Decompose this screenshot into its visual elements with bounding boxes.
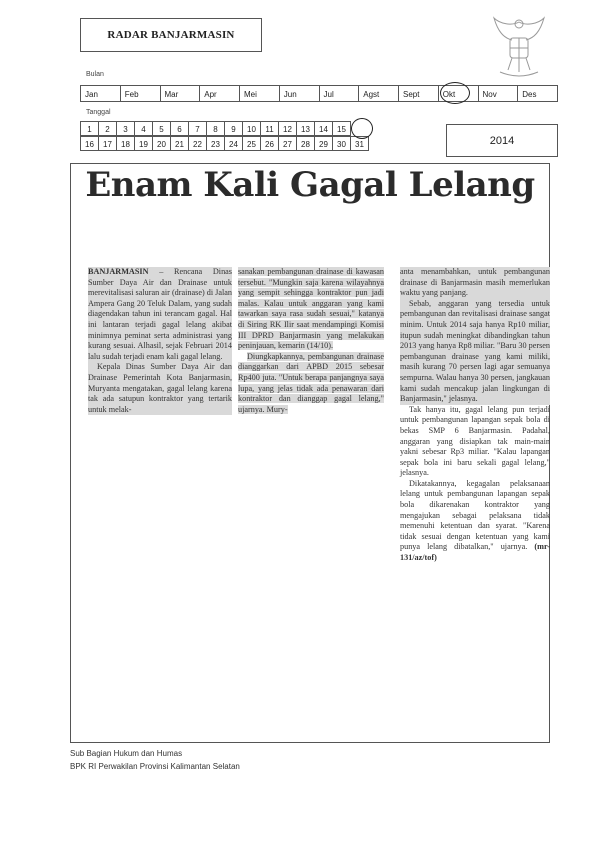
date-cell: 25 (242, 136, 261, 151)
paragraph: Sebab, anggaran yang tersedia untuk pembangunan dan revitalisasi drainase sangat minim. Untuk 2014 saja hanya Rp10 miliar, itupun sudah meningkat dibandingkan tahun 2013 yang hanya Rp8 miliar. "Baru 30 persen pembangunan drainase yang kami miliki, masih kurang 70 persen lagi agar semuanya sempurna. Walau hanya 30 persen, jangkauan kami sudah mencakup jalan lingkungan di Banjarmasin," jelasnya. (400, 298, 550, 404)
month-cell: Sept (399, 86, 439, 101)
date-cell: 10 (242, 121, 261, 136)
paragraph: sanakan pembangunan drainase di kawasan tersebut. "Mungkin saja karena wilayahnya yang sempit sehingga kontraktor pun jadi malas. Kalau untuk anggaran yang kami tawarkan saya rasa sudah sesuai," katanya di Siring RK Ilir saat mendampingi Komisi III DPRD Banjarmasin yang melakukan peninjauan, kemarin (14/10). (238, 267, 384, 351)
month-cell: Des (522, 90, 537, 99)
month-cell: Nov (479, 86, 519, 101)
month-cell: Agst (359, 86, 399, 101)
headline: Enam Kali Gagal Lelang (85, 165, 535, 205)
date-cell: 18 (116, 136, 135, 151)
paragraph: Tak hanya itu, gagal lelang pun terjadi untuk pembangunan lapangan sepak bola di bekas SMP 6 Banjarmasin. Padahal, anggaran yang disiapkan tak main-main yakni sebesar Rp3 miliar. "Kalau lapangan sepak bola ini baru sekali gagal lelang," jelasnya. (400, 404, 550, 478)
month-cell: Feb (121, 86, 161, 101)
month-cell: Mar (161, 86, 201, 101)
year-value: 2014 (489, 134, 515, 147)
article-column-3 (400, 267, 550, 564)
date-cell: 11 (260, 121, 279, 136)
footer-department: Sub Bagian Hukum dan Humas (70, 749, 183, 758)
paragraph: Dikatakannya, kegagalan pelaksanaan lelang untuk pembangunan lapangan sepak bola dikarenakan kontraktor yang mengajukan sebagai pelaksana tidak memenuhi ketentuan dan syarat. "Karena tidak sesuai dengan ketentuan yang kami punya lelang dibatalkan," ujarnya. (mr-131/az/tof) (400, 478, 551, 563)
date-cell: 29 (314, 136, 333, 151)
month-label: Bulan (86, 71, 104, 78)
month-cell: Okt (439, 86, 479, 101)
date-cell: 16 (80, 136, 99, 151)
date-cell: 15 (332, 121, 351, 136)
date-cell: 24 (224, 136, 243, 151)
month-cell: Jan (81, 86, 121, 101)
date-cell: 7 (188, 121, 207, 136)
date-cell: 9 (224, 121, 243, 136)
date-cell: 21 (170, 136, 189, 151)
date-cell: 6 (170, 121, 189, 136)
date-cell: 20 (152, 136, 171, 151)
byline: (mr-131/az/tof) (400, 542, 551, 563)
month-mark-circle (440, 82, 470, 104)
date-cell: 3 (116, 121, 135, 136)
date-row-1 (80, 121, 350, 136)
date-cell: 14 (314, 121, 333, 136)
date-row-2 (80, 136, 368, 151)
article-column-2 (238, 267, 384, 415)
dateline: BANJARMASIN (88, 267, 149, 276)
date-cell: 22 (188, 136, 207, 151)
article-column-1 (88, 267, 232, 415)
source-name: RADAR BANJARMASIN (107, 29, 235, 41)
date-cell: 19 (134, 136, 153, 151)
month-row (80, 85, 558, 102)
paragraph: BANJARMASIN – Rencana Dinas Sumber Daya Air dan Drainase untuk merevitalisasi saluran air (drainase) di Jalan Ampera Gang 20 Teluk Dalam, yang sudah diagendakan tahun ini terancam gagal. Hal ini lantaran terjadi gagal lelang akibat minimnya peminat serta administrasi yang kurang sesuai. Alhasil, sejak Februari 2014 lalu sudah terjadi enam kali gagal lelang. (88, 267, 232, 361)
source-box (80, 18, 262, 52)
date-cell: 5 (152, 121, 171, 136)
date-cell: 2 (98, 121, 117, 136)
date-cell: 12 (278, 121, 297, 136)
date-cell: 26 (260, 136, 279, 151)
paragraph: anta menambahkan, untuk pembangunan drainase di Banjarmasin masih memerlukan waktu yang panjang. (400, 267, 550, 298)
paragraph: Kepala Dinas Sumber Daya Air dan Drainase Pemerintah Kota Banjarmasin, Muryanta mengatakan, gagal lelang karena tak ada satupun kontraktor yang tertarik untuk melak- (88, 362, 232, 414)
date-cell: 30 (332, 136, 351, 151)
year-box (446, 124, 558, 157)
month-cell: Jun (280, 86, 320, 101)
month-cell: Mei (240, 86, 280, 101)
date-label: Tanggal (86, 109, 111, 116)
garuda-emblem-icon (490, 12, 548, 82)
date-cell: 28 (296, 136, 315, 151)
date-cell: 31 (350, 136, 369, 151)
date-cell: 8 (206, 121, 225, 136)
date-cell: 23 (206, 136, 225, 151)
date-cell: 13 (296, 121, 315, 136)
date-mark-circle (351, 118, 373, 139)
date-cell: 4 (134, 121, 153, 136)
month-cell: Jul (320, 86, 360, 101)
date-cell: 17 (98, 136, 117, 151)
paragraph: Diungkapkannya, pembangunan drainase dianggarkan dari APBD 2015 sebesar Rp400 juta. "Untuk berapa panjangnya saya lupa, yang jelas tidak ada penawaran dari kontraktor dan dianggap gagal lelang," ujarnya. Mury- (238, 351, 384, 414)
date-cell: 1 (80, 121, 99, 136)
month-cell: Apr (200, 86, 240, 101)
date-cell: 27 (278, 136, 297, 151)
footer-office: BPK RI Perwakilan Provinsi Kalimantan Selatan (70, 762, 240, 771)
